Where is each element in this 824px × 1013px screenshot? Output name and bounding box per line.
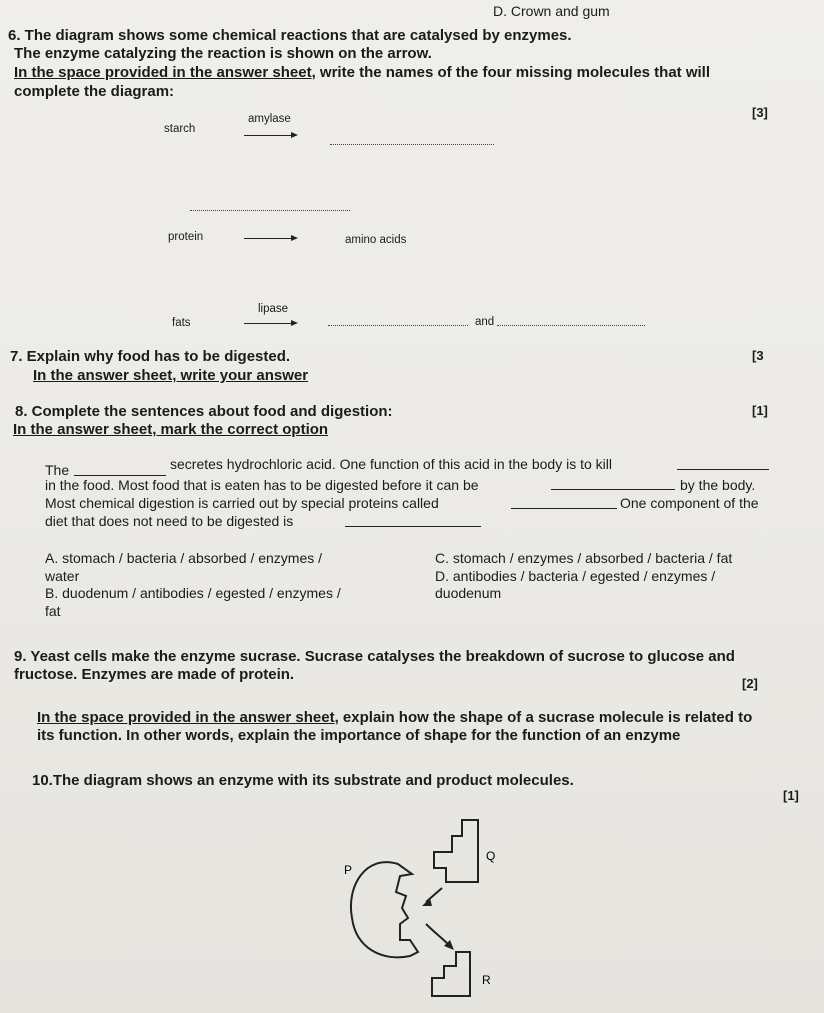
q8-blank-2 xyxy=(677,469,769,470)
q7-marks: [3 xyxy=(752,348,764,363)
q8-option-b-cont: fat xyxy=(45,603,61,619)
q9-line2: fructose. Enzymes are made of protein. xyxy=(14,666,295,683)
label-amino-acids: amino acids xyxy=(345,234,407,246)
q8-marks: [1] xyxy=(752,403,768,418)
q6-line4: complete the diagram: xyxy=(14,83,175,100)
label-lipase: lipase xyxy=(258,303,289,315)
previous-question-option-d: D. Crown and gum xyxy=(493,3,610,19)
q8-option-b[interactable]: B. duodenum / antibodies / egested / enzymes / xyxy=(45,585,341,601)
q9-line1: 9. Yeast cells make the enzyme sucrase. Sucrase catalyses the breakdown of sucrose to glucose and xyxy=(14,648,735,665)
q8-option-d[interactable]: D. antibodies / bacteria / egested / enzymes / xyxy=(435,568,716,584)
label-r: R xyxy=(482,973,491,987)
q8-blank-3 xyxy=(551,489,675,490)
arrow-product-out xyxy=(426,924,450,946)
q8-option-a[interactable]: A. stomach / bacteria / absorbed / enzymes / xyxy=(45,550,323,566)
substrate-q-shape xyxy=(434,820,478,882)
arrow-amylase xyxy=(244,135,296,136)
product-r-shape xyxy=(432,952,470,996)
enzyme-p-shape xyxy=(351,862,418,957)
arrow-protease xyxy=(244,238,296,239)
q8-sentence1a: The xyxy=(45,462,70,478)
label-starch: starch xyxy=(164,123,196,135)
q7-instruction: In the answer sheet, write your answer xyxy=(33,367,309,384)
q10-title: 10.The diagram shows an enzyme with its substrate and product molecules. xyxy=(32,772,574,789)
q9-instruction: In the space provided in the answer sheet, explain how the shape of a sucrase molecule is related to xyxy=(37,709,753,726)
label-amylase: amylase xyxy=(248,113,291,125)
q9-line4: its function. In other words, explain the importance of shape for the function of an enzyme xyxy=(37,727,681,744)
q8-instruction: In the answer sheet, mark the correct option xyxy=(13,421,329,438)
q8-sentence2a: in the food. Most food that is eaten has to be digested before it can be xyxy=(45,477,479,493)
q8-sentence3a: Most chemical digestion is carried out by special proteins called xyxy=(45,495,439,511)
q8-blank-4 xyxy=(511,508,617,509)
q6-title: 6. The diagram shows some chemical reactions that are catalysed by enzymes. xyxy=(8,27,572,44)
q6-marks: [3] xyxy=(752,105,768,120)
q8-sentence4a: diet that does not need to be digested is xyxy=(45,513,294,529)
q8-sentence1b: secretes hydrochloric acid. One function of this acid in the body is to kill xyxy=(170,456,612,472)
blank-protein-enzyme xyxy=(190,210,350,211)
label-q: Q xyxy=(486,849,496,863)
enzyme-diagram xyxy=(330,812,530,1008)
label-p: P xyxy=(344,863,353,877)
arrow-lipase xyxy=(244,323,296,324)
blank-starch-product xyxy=(330,144,494,145)
label-fats: fats xyxy=(172,317,191,329)
blank-lipase-product-2 xyxy=(497,325,645,326)
q8-sentence2b: by the body. xyxy=(680,477,756,493)
label-protein: protein xyxy=(168,231,204,243)
q8-blank-5 xyxy=(345,526,481,527)
q8-sentence3b: One component of the xyxy=(620,495,759,511)
q6-line2: The enzyme catalyzing the reaction is shown on the arrow. xyxy=(14,45,432,62)
q8-option-c[interactable]: C. stomach / enzymes / absorbed / bacteria / fat xyxy=(435,550,733,566)
q8-blank-1 xyxy=(74,475,166,476)
q8-option-d-cont: duodenum xyxy=(435,585,502,601)
q10-marks: [1] xyxy=(783,788,799,803)
blank-lipase-product-1 xyxy=(328,325,468,326)
label-and: and xyxy=(475,316,495,328)
q7-title: 7. Explain why food has to be digested. xyxy=(10,348,291,365)
q6-instruction: In the space provided in the answer sheet, write the names of the four missing molecules that will xyxy=(14,64,711,81)
q8-option-a-cont: water xyxy=(45,568,80,584)
q8-title: 8. Complete the sentences about food and digestion: xyxy=(15,403,393,420)
q9-marks: [2] xyxy=(742,676,758,691)
